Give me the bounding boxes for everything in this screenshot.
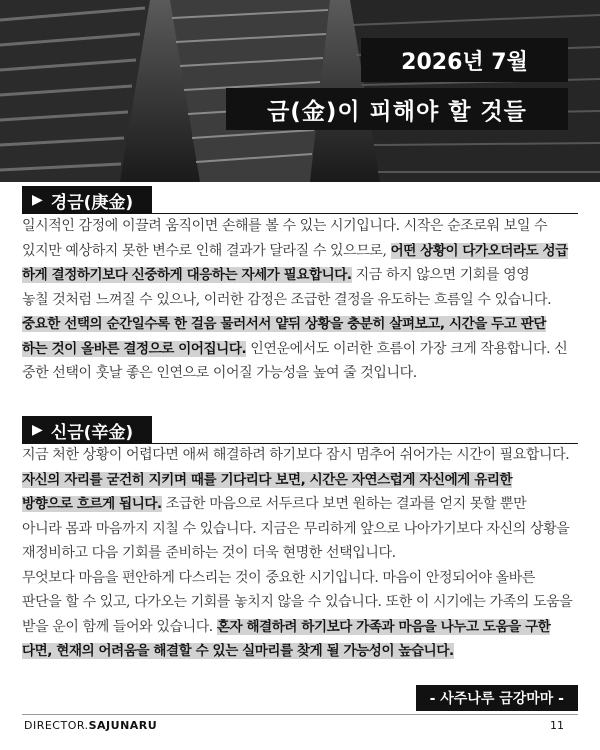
text-line (22, 239, 582, 264)
section-heading-gyeonggeum (22, 186, 152, 214)
highlighted-text: 혼자 해결하려 하기보다 가족과 마음을 나누고 도움을 구한 (216, 618, 551, 635)
text-line (22, 615, 582, 640)
highlighted-text: 하는 것이 올바른 결정으로 이어집니다. (22, 340, 247, 357)
text-line (22, 263, 582, 288)
text-line (22, 214, 582, 239)
text-line (22, 337, 582, 362)
footer-brand (24, 719, 157, 732)
triangle-icon: ▶ (32, 192, 43, 208)
highlighted-text: 다면, 현재의 어려움을 해결할 수 있는 실마리를 찾게 될 가능성이 높습니다. (22, 643, 454, 659)
body-text-segment: 있지만 예상하지 못한 변수로 인해 결과가 달라질 수 있으므로, (22, 242, 391, 259)
text-line (22, 541, 582, 566)
page-title: 금(金)이 피해야 할 것들 (226, 88, 568, 130)
body-text-segment: 무엇보다 마음을 편안하게 다스리는 것이 중요한 시기입니다. 마음이 안정되어야 올바른 (22, 569, 535, 586)
text-line (22, 590, 582, 615)
body-text-segment: 놓칠 것처럼 느껴질 수 있으나, 이러한 감정은 조급한 결정을 유도하는 흐름일 수 있습니다. (22, 291, 552, 308)
triangle-icon: ▶ (32, 422, 43, 438)
text-line (22, 443, 582, 468)
highlighted-text: 중요한 선택의 순간일수록 한 걸음 물러서서 얕뒤 상황을 충분히 살펴보고, 시간을 두고 판단 (22, 316, 547, 332)
brand-name: SAJUNARU (88, 719, 158, 732)
highlighted-text: 어떤 상황이 다가오더라도 성급 (390, 242, 568, 259)
highlighted-text: 자신의 자리를 굳건히 지키며 때를 기다리다 보면, 시간은 자연스럽게 자신에게 유리한 (22, 471, 513, 488)
body-text-segment: 조급한 마음으로 서두르다 보면 원하는 결과를 얻지 못할 뿐만 (161, 496, 527, 512)
section-heading-label: 경금(庚金) (50, 192, 134, 213)
text-line (22, 468, 582, 493)
text-line (22, 517, 582, 542)
brand-prefix: DIRECTOR. (24, 719, 89, 732)
body-text-segment: 지금 처한 상황이 어렵다면 애써 해결하려 하기보다 잠시 멈추어 쉬어가는 시간이 필요합니다. (22, 447, 570, 463)
header-image (0, 0, 600, 182)
text-line (22, 492, 582, 517)
text-line (22, 566, 582, 591)
body-text-segment: 받을 운이 함께 들어와 있습니다. (22, 618, 217, 635)
section-heading-singeum (22, 416, 152, 444)
highlighted-text: 방향으로 흐르게 됩니다. (22, 496, 162, 512)
section-body-gyeonggeum (22, 214, 582, 386)
author-signature: - 사주나루 금강마마 - (416, 685, 578, 711)
section-body-singeum (22, 443, 582, 664)
body-text-segment: 일시적인 감정에 이끌려 움직이면 손해를 볼 수 있는 시기입니다. 시작은 순조로워 보일 수 (22, 218, 548, 234)
title-year-month: 2026년 7월 (361, 38, 568, 82)
body-text-segment: 인연운에서도 이러한 흐름이 가장 크게 작용합니다. 신 (246, 340, 568, 357)
body-text-segment: 중한 선택이 훗날 좋은 인연으로 이어질 가능성을 높여 줄 것입니다. (22, 365, 417, 381)
body-text-segment: 지금 하지 않으면 기회를 영영 (351, 267, 530, 283)
text-line (22, 288, 582, 313)
text-line (22, 312, 582, 337)
text-line (22, 361, 582, 386)
section-heading-label: 신금(辛金) (50, 422, 134, 443)
text-line (22, 639, 582, 664)
body-text-segment: 재정비하고 다음 기회를 준비하는 것이 더욱 현명한 선택입니다. (22, 545, 396, 561)
page-number: 11 (550, 719, 564, 732)
highlighted-text: 하게 결정하기보다 신중하게 대응하는 자세가 필요합니다. (22, 267, 352, 283)
footer-divider (22, 714, 578, 715)
body-text-segment: 판단을 할 수 있고, 다가오는 기회를 놓치지 않을 수 있습니다. 또한 이 시기에는 가족의 도움을 (22, 594, 573, 610)
body-text-segment: 아니라 몸과 마음까지 지칠 수 있습니다. 지금은 무리하게 앞으로 나아가기보다 자신의 상황을 (22, 520, 570, 537)
